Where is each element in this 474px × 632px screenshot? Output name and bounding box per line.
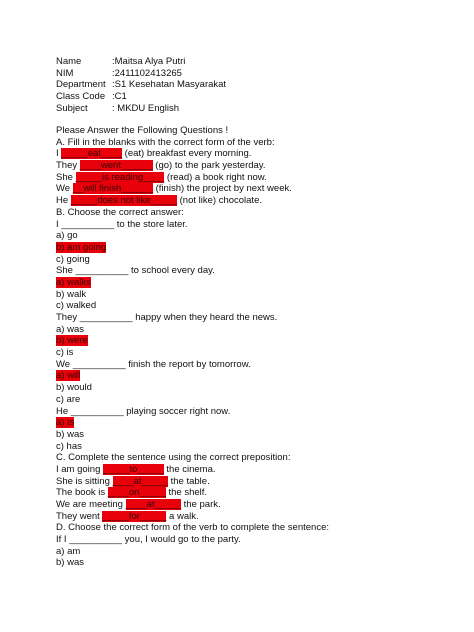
item-text: (read) a book right now. bbox=[164, 171, 267, 183]
item-text: We are meeting bbox=[56, 499, 126, 510]
section-d-title: D. Choose the correct form of the verb to complete the sentence: bbox=[56, 522, 329, 534]
item-text: He bbox=[56, 195, 71, 207]
nim-row bbox=[56, 68, 226, 80]
option bbox=[56, 382, 456, 394]
option bbox=[56, 417, 456, 429]
answer-highlight: _____is reading____ bbox=[75, 171, 165, 183]
section-a-item bbox=[56, 183, 456, 195]
item-text: They bbox=[56, 160, 80, 172]
subject-row bbox=[56, 103, 226, 115]
answer-highlight: ____at_____ bbox=[112, 475, 168, 487]
intro-text: Please Answer the Following Questions ! bbox=[56, 125, 229, 136]
option-label: a) was bbox=[56, 323, 84, 335]
item-text: the cinema. bbox=[163, 463, 216, 475]
option-label: c) has bbox=[56, 440, 82, 452]
answer-highlight: _____to_____ bbox=[103, 463, 164, 475]
section-a-title: A. Fill in the blanks with the correct form of the verb: bbox=[56, 136, 275, 148]
option-label: b) would bbox=[56, 382, 92, 394]
option bbox=[56, 370, 456, 382]
option bbox=[56, 277, 456, 289]
section-c-title: C. Complete the sentence using the correct preposition: bbox=[56, 452, 291, 464]
name-row bbox=[56, 56, 226, 68]
option bbox=[56, 394, 456, 406]
item-text: We bbox=[56, 183, 73, 195]
answer-highlight: _____for_____ bbox=[102, 510, 167, 522]
option-label: a) am bbox=[56, 545, 81, 557]
item-text: They went bbox=[56, 510, 103, 522]
department-value: :S1 Kesehatan Masyarakat bbox=[112, 79, 227, 91]
item-text: The book is bbox=[56, 487, 108, 499]
item-text: the park. bbox=[181, 499, 221, 510]
option bbox=[56, 557, 456, 569]
option bbox=[56, 230, 456, 242]
answer-highlight: ____at_____ bbox=[125, 499, 182, 510]
section-c-item bbox=[56, 464, 456, 476]
option-label: b) was bbox=[56, 557, 84, 569]
option-label: c) going bbox=[56, 253, 90, 265]
selected-option: a) is bbox=[56, 417, 74, 429]
name-value: :Maitsa Alya Putri bbox=[112, 56, 186, 67]
option-label: b) walk bbox=[56, 288, 87, 300]
section-c-item bbox=[56, 487, 456, 499]
nim-value: :2411102413265 bbox=[112, 67, 182, 79]
nim-label: NIM bbox=[56, 67, 74, 79]
question-text: They __________ happy when they heard the news. bbox=[56, 312, 278, 323]
name-label: Name bbox=[56, 56, 82, 67]
option-label: c) walked bbox=[56, 300, 97, 312]
question-text: She __________ to school every day. bbox=[56, 265, 215, 277]
option bbox=[56, 289, 456, 301]
option bbox=[56, 347, 456, 359]
section-b-title: B. Choose the correct answer: bbox=[56, 206, 184, 218]
answer-highlight: __will finish______ bbox=[72, 183, 153, 195]
selected-option: b) were bbox=[56, 335, 88, 347]
section-a-item bbox=[56, 160, 456, 172]
option bbox=[56, 254, 456, 266]
question-text: We __________ finish the report by tomorrow. bbox=[56, 358, 251, 370]
section-a-item bbox=[56, 172, 456, 184]
answer-highlight: ____on_____ bbox=[107, 487, 166, 499]
section-a-item bbox=[56, 148, 456, 160]
item-text: I am going bbox=[56, 463, 103, 475]
selected-option: a) walks bbox=[56, 276, 91, 288]
option bbox=[56, 300, 456, 312]
option bbox=[56, 324, 456, 336]
item-text: She bbox=[56, 171, 76, 183]
answer-highlight: ____went______ bbox=[79, 160, 153, 172]
section-c-item bbox=[56, 511, 456, 523]
option bbox=[56, 441, 456, 453]
selected-option: b) am going bbox=[56, 241, 107, 253]
option-label: c) is bbox=[56, 347, 74, 359]
worksheet-content bbox=[56, 125, 456, 569]
item-text: a walk. bbox=[166, 510, 199, 522]
item-text: (not like) chocolate. bbox=[176, 195, 262, 207]
question-text: If I __________ you, I would go to the party. bbox=[56, 534, 241, 546]
class-row bbox=[56, 91, 226, 103]
selected-option: a) will bbox=[56, 370, 81, 382]
question-text: He __________ playing soccer right now. bbox=[56, 405, 231, 417]
item-text: She is sitting bbox=[56, 475, 113, 487]
option bbox=[56, 335, 456, 347]
item-text: the shelf. bbox=[165, 487, 208, 499]
department-row bbox=[56, 79, 226, 91]
class-value: :C1 bbox=[112, 91, 127, 103]
item-text: (go) to the park yesterday. bbox=[152, 160, 266, 172]
option bbox=[56, 242, 456, 254]
subject-value: : MKDU English bbox=[112, 102, 180, 114]
section-c-item bbox=[56, 476, 456, 488]
answer-highlight: _____eat____ bbox=[61, 148, 123, 160]
department-label: Department bbox=[56, 79, 106, 91]
item-text: the table. bbox=[167, 475, 210, 487]
subject-label: Subject bbox=[56, 102, 88, 114]
question-text: I __________ to the store later. bbox=[56, 218, 188, 230]
section-a-item bbox=[56, 195, 456, 207]
option-label: b) was bbox=[56, 428, 84, 440]
student-info bbox=[56, 56, 226, 114]
class-label: Class Code bbox=[56, 91, 106, 103]
answer-highlight: _____does not like_____ bbox=[70, 195, 177, 207]
option bbox=[56, 546, 456, 558]
item-text: (finish) the project by next week. bbox=[153, 183, 292, 195]
item-text: (eat) breakfast every morning. bbox=[122, 148, 252, 160]
option-label: a) go bbox=[56, 230, 78, 242]
option-label: c) are bbox=[56, 393, 81, 405]
option bbox=[56, 429, 456, 441]
section-c-item bbox=[56, 499, 456, 511]
item-text: I bbox=[56, 148, 62, 160]
